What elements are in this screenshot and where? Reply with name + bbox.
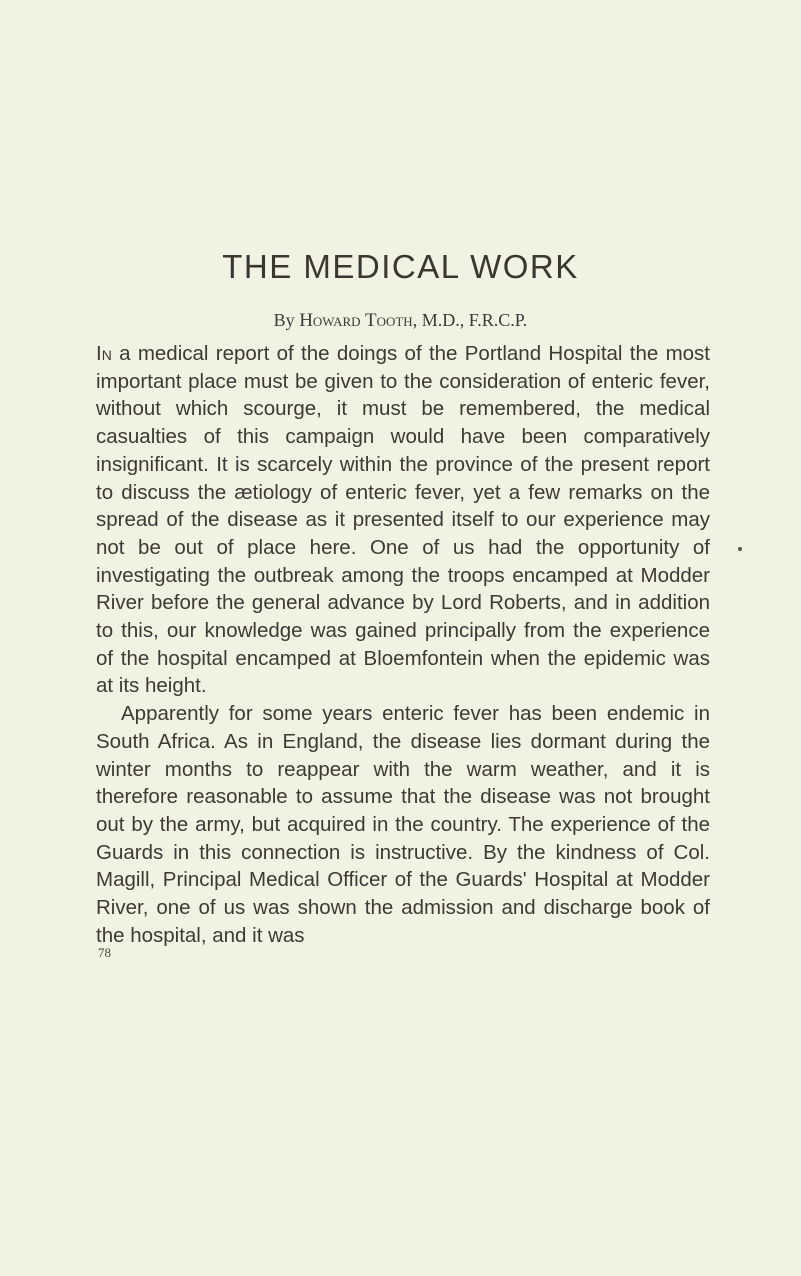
byline-prefix: By (273, 310, 295, 330)
ink-speck (738, 547, 742, 551)
body-text (96, 340, 710, 949)
paragraph-1 (96, 340, 710, 700)
paragraph-1-text: a medical report of the doings of the Portland Hospital the most important place must be given to the consideration of enteric fever, without which scourge, it must be remembered, the medical casualties of this campaign would have been comparatively insignificant. It is scarcely within the province of the present report to discuss the ætiology of enteric fever, yet a few remarks on the spread of the disease as it presented itself to our experience may not be out of place here. One of us had the opportunity of investigating the outbreak among the troops encamped at Modder River before the general advance by Lord Roberts, and in addition to this, our knowledge was gained principally from the experience of the hospital encamped at Bloemfontein when the epidemic was at its height. (96, 342, 710, 698)
author-name: Howard Tooth (299, 310, 413, 331)
author-byline (0, 310, 801, 332)
paragraph-lead-word: In (96, 342, 112, 365)
page-number: 78 (98, 945, 111, 960)
paragraph-2: Apparently for some years enteric fever has been endemic in South Africa. As in England, the disease lies dormant during the winter months to reappear with the warm weather, and it is therefore reasonable to assume that the disease was not brought out by the army, but acquired in the country. The experience of the Guards in this connection is instructive. By the kindness of Col. Magill, Principal Medical Officer of the Guards' Hospital at Modder River, one of us was shown the admission and discharge book of the hospital, and it was (96, 702, 710, 947)
author-credentials: , M.D., F.R.C.P. (412, 310, 528, 330)
chapter-title: THE MEDICAL WORK (222, 248, 579, 285)
